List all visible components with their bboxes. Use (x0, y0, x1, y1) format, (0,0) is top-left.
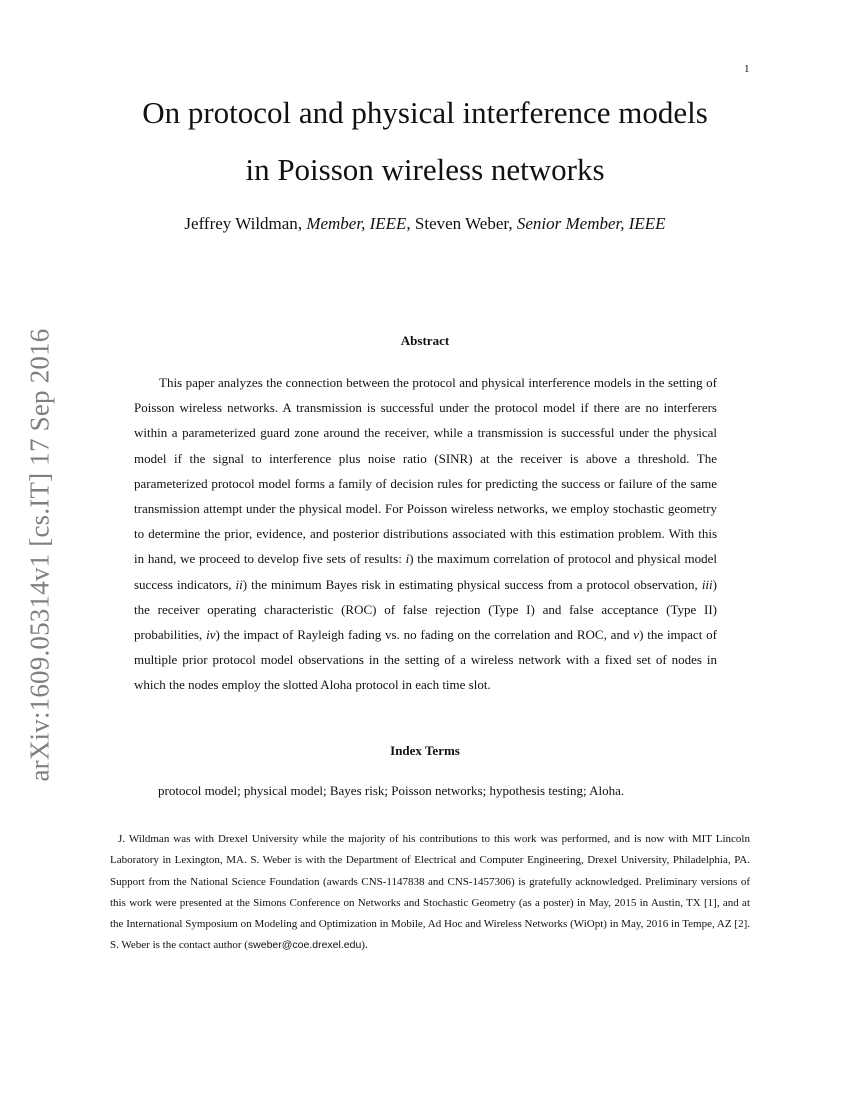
enum-marker: v (633, 627, 640, 643)
title-line-2: in Poisson wireless networks (245, 152, 605, 187)
author-name: Steven Weber (414, 214, 509, 233)
abstract-segment: ) the receiver operating characteristic (ROC) of false rejection (Type I) and false acceptance (Type II) probabilities, (134, 576, 717, 643)
title-line-1: On protocol and physical interference models (142, 95, 708, 130)
paper-title (0, 84, 850, 198)
author-name: Jeffrey Wildman (184, 214, 298, 233)
enum-marker: i (405, 551, 410, 567)
footnote-text: J. Wildman was with Drexel University while the majority of his contributions to this work was performed, and is now with MIT Lincoln Laboratory in Lexington, MA. S. Weber is with the Department of Electrical and Computer Engineering, Drexel University, Philadelphia, PA. Support from the National Science Foundation (awards CNS-1147838 and CNS-1457306) is gratefully acknowledged. Preliminary versions of this work were presented at the Simons Conference on Networks and Stochastic Geometry (as a poster) in May, 2015 in Austin, TX [1], and at the International Symposium on Modeling and Optimization in Mobile, Ad Hoc and Wireless Networks (WiOpt) in May, 2016 in Tempe, AZ [2]. S. Weber is the contact author ( (110, 833, 750, 952)
separator: , (297, 214, 307, 233)
author-list (0, 214, 850, 234)
enum-marker: iii (701, 576, 713, 592)
abstract-segment: ) the minimum Bayes risk in estimating physical success from a protocol observation, (242, 576, 702, 592)
abstract-segment: This paper analyzes the connection between the protocol and physical interference models in the setting of Poisson wireless networks. A transmission is successful under the protocol model if there are no interferers within a parameterized guard zone around the receiver, while a transmission is successful under the physical model if the signal to interference plus noise ratio (SINR) at the receiver is above a threshold. The parameterized protocol model forms a family of decision rules for predicting the success or failure of the same transmission attempt under the physical model. For Poisson wireless networks, we employ stochastic geometry to determine the prior, evidence, and posterior distributions associated with this estimation problem. With this in hand, we proceed to develop five sets of results: (134, 375, 717, 567)
author-affiliation: Member, IEEE (306, 214, 407, 233)
abstract-segment: ) the impact of multiple prior protocol model observations in the setting of a wireless network with a fixed set of nodes in which the nodes employ the slotted Aloha protocol in each time slot. (134, 627, 717, 693)
separator: , (508, 214, 517, 233)
arxiv-stamp-text: arXiv:1609.05314v1 [cs.IT] 17 Sep 2016 (24, 328, 55, 782)
page-number: 1 (744, 63, 750, 75)
enum-marker: iv (206, 627, 216, 643)
footnote (110, 829, 750, 957)
abstract-segment: ) the maximum correlation of protocol and physical model success indicators, (134, 551, 717, 592)
enum-marker: ii (235, 576, 243, 592)
arxiv-stamp (26, 305, 54, 805)
author-affiliation: Senior Member, IEEE (516, 214, 666, 233)
index-terms-text: protocol model; physical model; Bayes risk; Poisson networks; hypothesis testing; Aloha. (158, 783, 625, 798)
footnote-close: ). (361, 939, 368, 952)
separator: , (406, 214, 415, 233)
abstract-text (134, 370, 717, 698)
index-terms-heading: Index Terms (390, 743, 460, 758)
abstract-heading: Abstract (400, 333, 450, 348)
contact-email-link[interactable]: sweber@coe.drexel.edu (247, 939, 362, 952)
abstract-segment: ) the impact of Rayleigh fading vs. no fading on the correlation and ROC, and (215, 627, 634, 643)
